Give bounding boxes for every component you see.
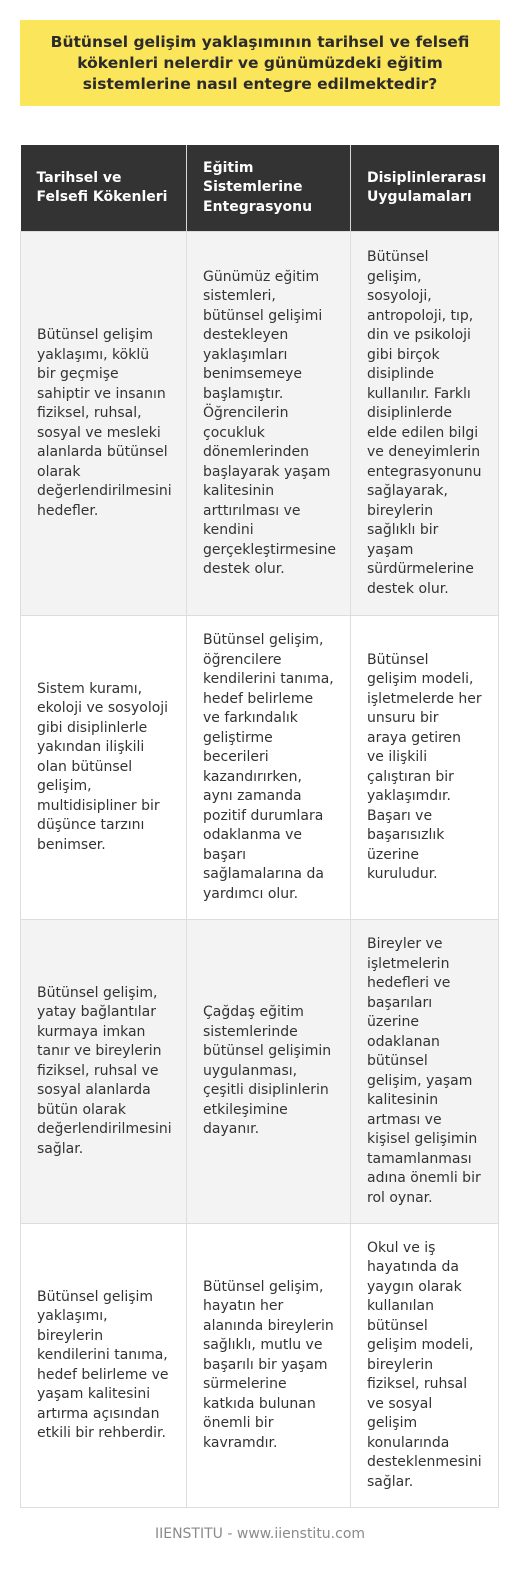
column-header-integration: Eğitim Sistemlerine Entegrasyonu xyxy=(187,145,351,232)
table-cell: Bütünsel gelişim yaklaşımı, bireylerin kendilerini tanıma, hedef belirleme ve yaşam kalitesini artırma açısından etkili bir rehberdir. xyxy=(21,1224,187,1508)
footer-credit: IIENSTITU - www.iienstitu.com xyxy=(154,1526,366,1542)
table-header-row xyxy=(21,145,499,232)
table-row xyxy=(21,1224,499,1508)
table-cell: Okul ve iş hayatında da yaygın olarak kullanılan bütünsel gelişim modeli, bireylerin fiziksel, ruhsal ve sosyal gelişim konularında desteklenmesini sağlar. xyxy=(351,1224,499,1508)
table-cell: Bütünsel gelişim, yatay bağlantılar kurmaya imkan tanır ve bireylerin fiziksel, ruhsal ve sosyal alanlarda bütün olarak değerlendirilmesini sağlar. xyxy=(21,920,187,1224)
table-cell: Bütünsel gelişim, sosyoloji, antropoloji, tıp, din ve psikoloji gibi birçok disiplinde kullanılır. Farklı disiplinlerde elde edilen bilgi ve deneyimlerin entegrasyonunu sağlayarak, bireylerin sağlıklı bir yaşam sürdürmelerine destek olur. xyxy=(351,232,499,616)
table-cell: Günümüz eğitim sistemleri, bütünsel gelişimi destekleyen yaklaşımları benimsemeye başlamıştır. Öğrencilerin çocukluk dönemlerinden başlayarak yaşam kalitesinin arttırılması ve kendini gerçekleştirmesine destek olur. xyxy=(187,232,351,616)
table-cell: Bütünsel gelişim, öğrencilere kendilerini tanıma, hedef belirleme ve farkındalık geliştirme becerileri kazandırırken, aynı zamanda pozitif durumlara odaklanma ve başarı sağlamalarına da yardımcı olur. xyxy=(187,616,351,920)
table-cell: Bütünsel gelişim yaklaşımı, köklü bir geçmişe sahiptir ve insanın fiziksel, ruhsal, sosyal ve mesleki alanlarda bütünsel olarak değerlendirilmesini hedefler. xyxy=(21,232,187,616)
column-header-origins: Tarihsel ve Felsefi Kökenleri xyxy=(21,145,187,232)
title-banner xyxy=(20,20,500,106)
table-cell: Bireyler ve işletmelerin hedefleri ve başarıları üzerine odaklanan bütünsel gelişim, yaşam kalitesinin artması ve kişisel gelişimin tamamlanması adına önemli bir rol oynar. xyxy=(351,920,499,1224)
page-title: Bütünsel gelişim yaklaşımının tarihsel ve felsefi kökenleri nelerdir ve günümüzdeki eğitim sistemlerine nasıl entegre edilmektedir? xyxy=(50,32,470,93)
table-cell: Çağdaş eğitim sistemlerinde bütünsel gelişimin uygulanması, çeşitli disiplinlerin etkileşimine dayanır. xyxy=(187,920,351,1224)
table-row xyxy=(21,920,499,1224)
table-cell: Bütünsel gelişim modeli, işletmelerde her unsuru bir araya getiren ve ilişkili çalıştıran bir yaklaşımdır. Başarı ve başarısızlık üzerine kuruludur. xyxy=(351,616,499,920)
column-header-applications: Disiplinlerarası Uygulamaları xyxy=(351,145,499,232)
table-cell: Bütünsel gelişim, hayatın her alanında bireylerin sağlıklı, mutlu ve başarılı bir yaşam sürmelerine katkıda bulunan önemli bir kavramdır. xyxy=(187,1224,351,1508)
table-row xyxy=(21,232,499,616)
table-cell: Sistem kuramı, ekoloji ve sosyoloji gibi disiplinlerle yakından ilişkili olan bütünsel gelişim, multidisipliner bir düşünce tarzını benimser. xyxy=(21,616,187,920)
comparison-table xyxy=(20,145,499,1508)
table-row xyxy=(21,616,499,920)
